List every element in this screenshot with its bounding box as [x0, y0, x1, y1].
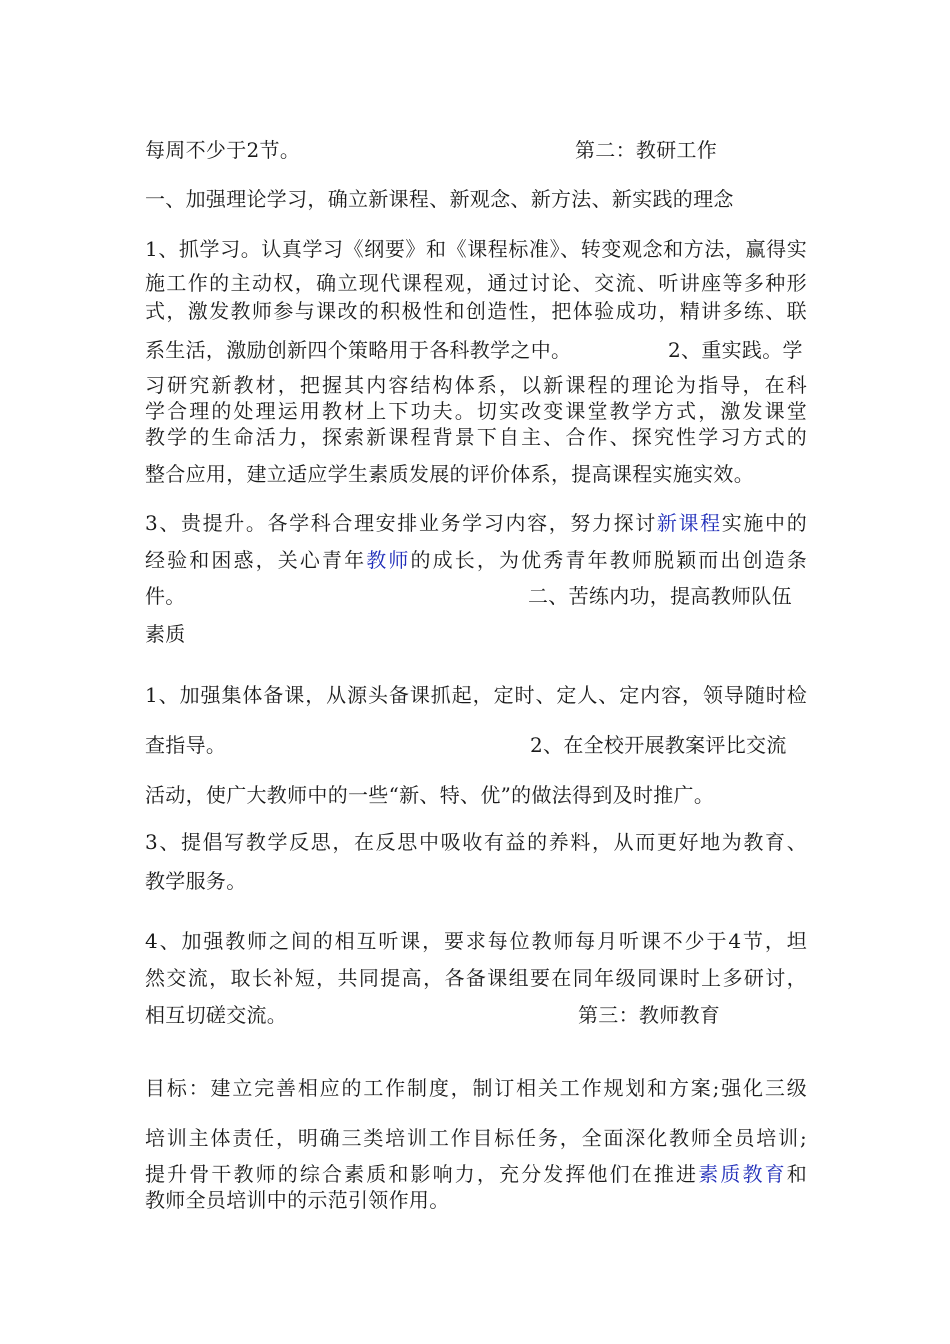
text-line: 4、加强教师之间的相互听课，要求每位教师每月听课不少于4节，坦: [145, 929, 807, 953]
text-segment: 的成长，为优秀青年教师脱颖而出创造条: [410, 548, 808, 572]
text-line: 目标：建立完善相应的工作制度，制订相关工作规划和方案;强化三级: [145, 1076, 807, 1100]
text-line: 培训主体责任，明确三类培训工作目标任务，全面深化教师全员培训;: [145, 1126, 807, 1150]
text-left: 每周不少于2节。: [145, 138, 301, 162]
text-line: 素质: [145, 622, 186, 646]
text-line: 施工作的主动权，确立现代课程观，通过讨论、交流、听讲座等多种形: [145, 271, 807, 295]
text-left: 相互切磋交流。: [145, 1003, 288, 1027]
text-right: 2、重实践。学: [668, 338, 803, 362]
text-line: 整合应用，建立适应学生素质发展的评价体系，提高课程实施实效。: [145, 462, 754, 486]
heading-theory-study: 一、加强理论学习，确立新课程、新观念、新方法、新实践的理念: [145, 187, 734, 211]
link-new-curriculum[interactable]: 新课程: [656, 511, 722, 535]
section-heading-practice: 二、苦练内功，提高教师队伍: [528, 584, 792, 608]
text-line: [145, 510, 807, 536]
text-line: 活动，使广大教师中的一些“新、特、优”的做法得到及时推广。: [145, 783, 715, 807]
text-segment: 和: [786, 1162, 808, 1186]
text-segment: 实施中的: [721, 511, 807, 535]
text-line: [145, 547, 807, 573]
text-segment: 提升骨干教师的综合素质和影响力，充分发挥他们在推进: [145, 1162, 699, 1186]
text-line: 教学服务。: [145, 869, 247, 893]
section-heading-3: 第三：教师教育: [578, 1003, 721, 1027]
text-line: 1、抓学习。认真学习《纲要》和《课程标准》、转变观念和方法，赢得实: [145, 237, 807, 261]
text-right: 2、在全校开展教案评比交流: [530, 733, 787, 757]
text-segment: 经验和困惑，关心青年: [145, 548, 367, 572]
text-line: 习研究新教材，把握其内容结构体系，以新课程的理论为指导，在科: [145, 373, 807, 397]
text-line: 然交流，取长补短，共同提高，各备课组要在同年级同课时上多研讨，: [145, 966, 807, 990]
text-left: 系生活，激励创新四个策略用于各科教学之中。: [145, 338, 572, 362]
text-left: 件。: [145, 584, 186, 608]
link-quality-education[interactable]: 素质教育: [698, 1162, 787, 1186]
text-line: [145, 1161, 807, 1187]
link-teacher[interactable]: 教师: [366, 548, 411, 572]
text-line: 教师全员培训中的示范引领作用。: [145, 1188, 450, 1212]
section-heading-2: 第二：教研工作: [575, 138, 718, 162]
text-left: 查指导。: [145, 733, 227, 757]
text-line: 3、提倡写教学反思，在反思中吸收有益的养料，从而更好地为教育、: [145, 830, 807, 854]
text-segment: 3、贵提升。各学科合理安排业务学习内容，努力探讨: [145, 511, 657, 535]
text-line: 式，激发教师参与课改的积极性和创造性，把体验成功，精讲多练、联: [145, 299, 807, 323]
text-line: 教学的生命活力，探索新课程背景下自主、合作、探究性学习方式的: [145, 425, 807, 449]
text-line: 1、加强集体备课，从源头备课抓起，定时、定人、定内容，领导随时检: [145, 683, 807, 707]
text-line: 学合理的处理运用教材上下功夫。切实改变课堂教学方式，激发课堂: [145, 399, 807, 423]
